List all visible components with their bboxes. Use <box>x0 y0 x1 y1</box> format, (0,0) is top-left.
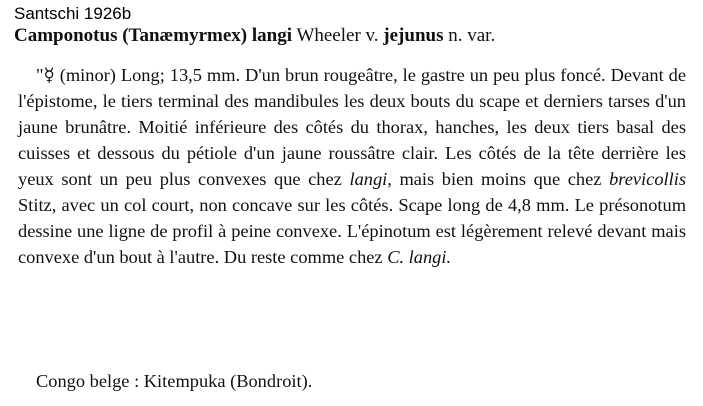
subgenus-name: (Tanæmyrmex) <box>122 25 248 46</box>
citation-label: Santschi 1926b <box>14 4 132 23</box>
description-text-3: Stitz, avec un col court, non concave sur les côtés. Scape long de 4,8 mm. Le présonotum dessine une ligne de profil à peine convexe. L'épinotum est légèrement relevé devant mais convexe d'un bout à l'autre. Du reste comme chez <box>18 195 686 267</box>
description-italic-brevicollis: brevicollis <box>609 169 687 189</box>
rank-label: n. var. <box>448 25 496 46</box>
description-paragraph <box>18 62 686 270</box>
genus-name: Camponotus <box>14 25 118 46</box>
variety-name: jejunus <box>383 25 444 46</box>
author-name: Wheeler v. <box>296 25 379 46</box>
description-italic-c-langi: C. langi. <box>387 247 452 267</box>
species-name: langi <box>251 25 293 46</box>
description-italic-langi: langi, <box>349 169 392 189</box>
description-text-2: mais bien moins que chez <box>399 169 602 189</box>
locality-line: Congo belge : Kitempuka (Bondroit). <box>36 371 313 391</box>
taxon-title <box>14 25 694 47</box>
description-text-1: "☿ (minor) Long; 13,5 mm. D'un brun rougeâtre, le gastre un peu plus foncé. Devant de l'épistome, le tiers terminal des mandibules les deux bouts du scape et derniers tarses d'un jaune brunâtre. Moitié inférieure des côtés du thorax, hanches, les deux tiers basal des cuisses et dessous du pétiole d'un jaune roussâtre clair. Les côtés de la tête derrière les yeux sont un peu plus convexes que chez <box>18 65 686 189</box>
